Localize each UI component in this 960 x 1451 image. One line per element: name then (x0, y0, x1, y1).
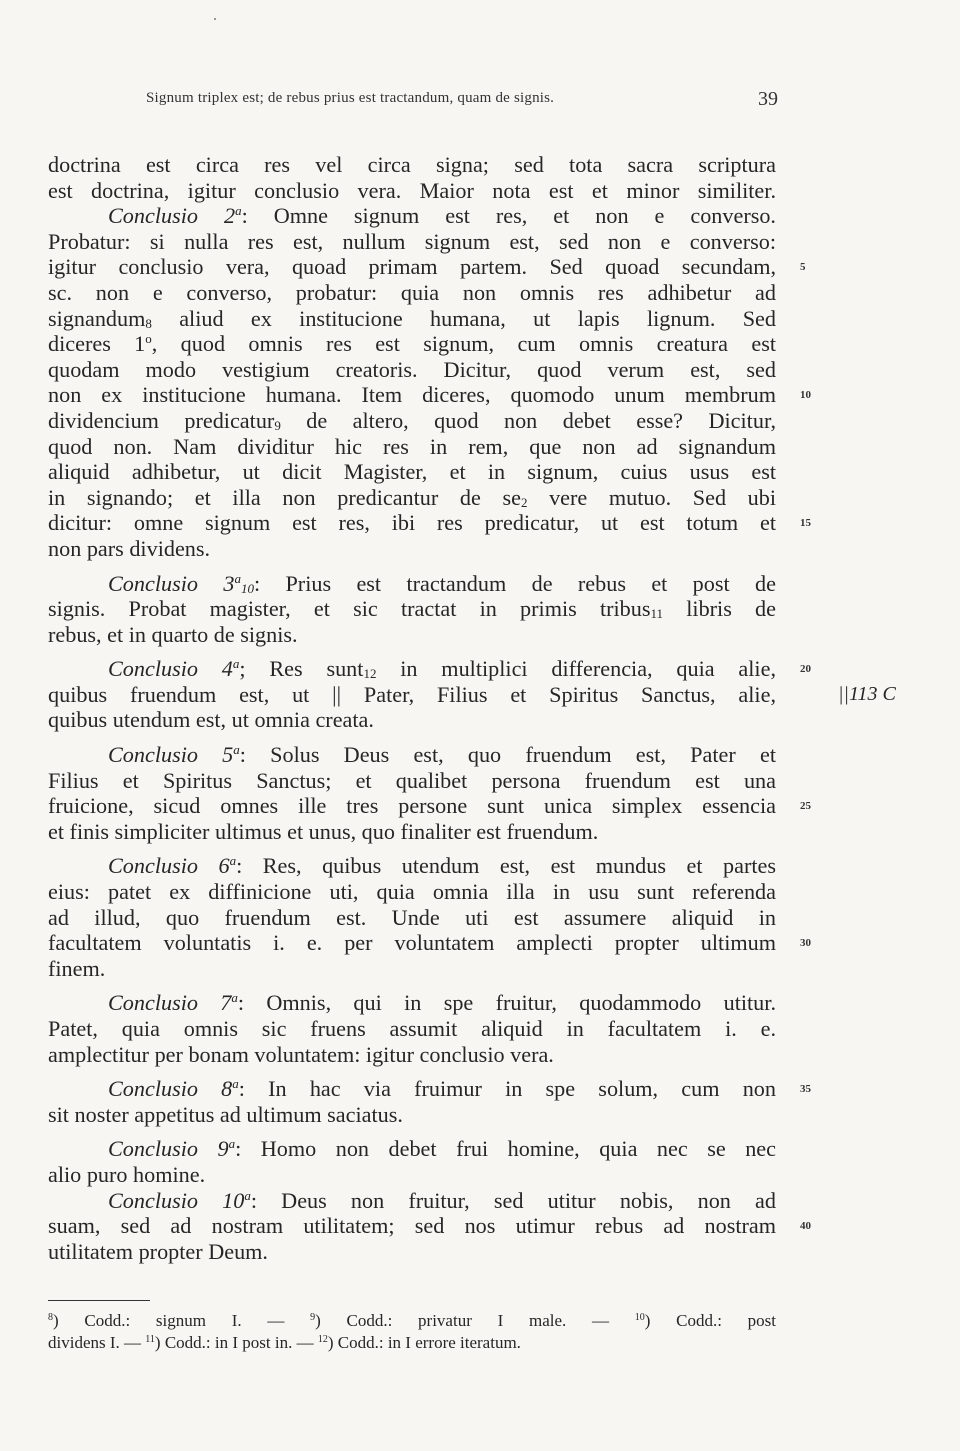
conclusion-label: Conclusio 10$^a$ (108, 1187, 251, 1213)
text-line: facultatem voluntatis i. e. per voluntatem amplecti propter ultimum 30 (48, 930, 811, 956)
footnote-ref: 10 (240, 580, 254, 596)
conclusion-8-line: Conclusio 8$^a$: In hac via fruimur in spe solum, cum non 35 (108, 1076, 811, 1102)
main-text (48, 152, 896, 1264)
text-line: eius: patet ex diffinicione uti, quia omnia illa in usu sunt referenda (48, 879, 776, 905)
conclusion-label: Conclusio 2$^a$ (108, 203, 242, 229)
text-line: in signando; et illa non predicantur de $se_2$ vere mutuo. Sed ubi (48, 484, 777, 510)
text-line: utilitatem propter Deum. (48, 1238, 268, 1264)
conclusion-label: Conclusio 5$^a$ (108, 742, 240, 768)
subscript: 2 (520, 494, 528, 510)
text-line: signis. Probat magister, et sic tractat in primis tribus$_{11}$ libris de (48, 596, 776, 622)
text-line: est doctrina, igitur conclusio vera. Maior nota est et minor similiter. (48, 177, 776, 203)
footnote-line: $^8$) Codd.: signum I. — $^9$) Codd.: privatur I male. — $^{10}$) Codd.: post (48, 1311, 777, 1330)
text-line: dividencium predicatur$_9$ de altero, quod non debet esse? Dicitur, (48, 407, 776, 433)
text-line: quibus utendum est, ut omnia creata. (48, 707, 374, 733)
conclusion-5-line: Conclusio 5$^a$: Solus Deus est, quo fruendum est, Pater et (108, 742, 776, 768)
text-line: suam, sed ad nostram utilitatem; sed nos utimur rebus ad nostram 40 (48, 1213, 811, 1239)
conclusion-label: Conclusio 9$^a$ (108, 1136, 236, 1162)
footnote-line: dividens I. — $^{11}$) Codd.: in I post in. — $^{12}$) Codd.: in I errore iteratum. (48, 1333, 521, 1352)
text-line: diceres 1$^o$, quod omnis res est signum, cum omnis creatura est (48, 331, 777, 357)
text-line: Probatur: si nulla res est, nullum signum est, sed non e converso: (48, 228, 776, 254)
text-line: alio puro homine. (48, 1161, 206, 1187)
text-line: non pars dividens. (48, 535, 211, 561)
text-line: et finis simpliciter ultimus et unus, quo finaliter est fruendum. (48, 818, 599, 844)
conclusion-6-line: Conclusio 6$^a$: Res, quibus utendum est, est mundus et partes (108, 853, 776, 879)
line-number: 10 (800, 389, 811, 402)
line-number: 15 (800, 517, 811, 530)
footnote-ref: 11 (650, 606, 664, 622)
line-number: 35 (800, 1083, 811, 1096)
running-header (146, 88, 778, 110)
text-line: quod non. Nam dividitur hic res in rem, que non ad signandum (48, 433, 776, 459)
text-line: dicitur: omne signum est res, ibi res predicatur, ut est totum et 15 (48, 510, 811, 536)
conclusion-7-line: Conclusio 7$^a$: Omnis, qui in spe fruitur, quodammodo utitur. (108, 990, 776, 1016)
page-number: 39 (758, 88, 778, 110)
text-line: non ex institucione humana. Item diceres, quomodo unum membrum 10 (48, 382, 811, 408)
line-number: 20 (800, 663, 811, 676)
conclusion-label: Conclusio 8$^a$ (108, 1076, 239, 1102)
running-title: Signum triplex est; de rebus prius est tractandum, quam de signis. (146, 90, 555, 106)
footnote-ref: 8 (145, 315, 152, 331)
line-number: 5 (800, 261, 806, 274)
scan-speck (214, 18, 216, 20)
text-line: quodam modo vestigium creatoris. Dicitur, quod verum est, sed (48, 356, 776, 382)
conclusion-2-line: Conclusio 2$^a$: Omne signum est res, et non e converso. (108, 203, 776, 229)
text-line: signandum$_8$ aliud ex institucione humana, ut lapis lignum. Sed (48, 305, 776, 331)
conclusion-9-line: Conclusio 9$^a$: Homo non debet frui homine, quia nec se nec (108, 1136, 776, 1162)
conclusion-4-line: Conclusio 4$^a$; Res sunt$_{12}$ in multiplici differencia, quia alie, 20 (108, 656, 811, 682)
line-number: 40 (800, 1220, 811, 1233)
footnotes (48, 1310, 776, 1354)
line-number: 25 (800, 800, 811, 813)
text-line: amplectitur per bonam voluntatem: igitur conclusio vera. (48, 1041, 554, 1067)
text-line: sit noster appetitus ad ultimum saciatus. (48, 1101, 403, 1127)
footnote-ref: 12 (363, 666, 377, 682)
conclusion-label: Conclusio $3^a_{10}$ (108, 570, 254, 596)
text-line: fruicione, sicud omnes ille tres persone sunt unica simplex essencia 25 (48, 793, 811, 819)
text-line: ad illud, quo fruendum est. Unde uti est assumere aliquid in (48, 904, 776, 930)
conclusion-label: Conclusio 6$^a$ (108, 853, 237, 879)
text-line: rebus, et in quarto de signis. (48, 621, 298, 647)
text-line: finem. (48, 955, 106, 981)
text-line: Filius et Spiritus Sanctus; et qualibet persona fruendum est una (48, 767, 776, 793)
text-line: Patet, quia omnis sic fruens assumit aliquid in facultatem i. e. (48, 1016, 776, 1041)
manuscript-folio-ref: ||113 C (838, 682, 896, 705)
text-line: igitur conclusio vera, quoad primam partem. Sed quoad secundam, 5 (48, 254, 806, 280)
line-number: 30 (800, 937, 811, 950)
conclusion-10-line: Conclusio 10$^a$: Deus non fruitur, sed utitur nobis, non ad (108, 1187, 776, 1213)
conclusion-3-line: Conclusio $3^a_{10}$: Prius est tractandum de rebus et post de (108, 570, 776, 596)
text-line: quibus fruendum est, ut || Pater, Filius et Spiritus Sanctus, alie, ||113 C (48, 681, 896, 707)
text-line: sc. non e converso, probatur: quia non omnis res adhibetur ad (48, 279, 776, 305)
footnote-ref: 9 (274, 417, 281, 433)
conclusion-label: Conclusio 7$^a$ (108, 990, 238, 1016)
conclusion-label: Conclusio 4$^a$ (108, 656, 240, 682)
footnote-divider (48, 1300, 150, 1301)
text-line: aliquid adhibetur, ut dicit Magister, et in signum, cuius usus est (48, 459, 776, 485)
text-line: doctrina est circa res vel circa signa; sed tota sacra scriptura (48, 152, 776, 177)
